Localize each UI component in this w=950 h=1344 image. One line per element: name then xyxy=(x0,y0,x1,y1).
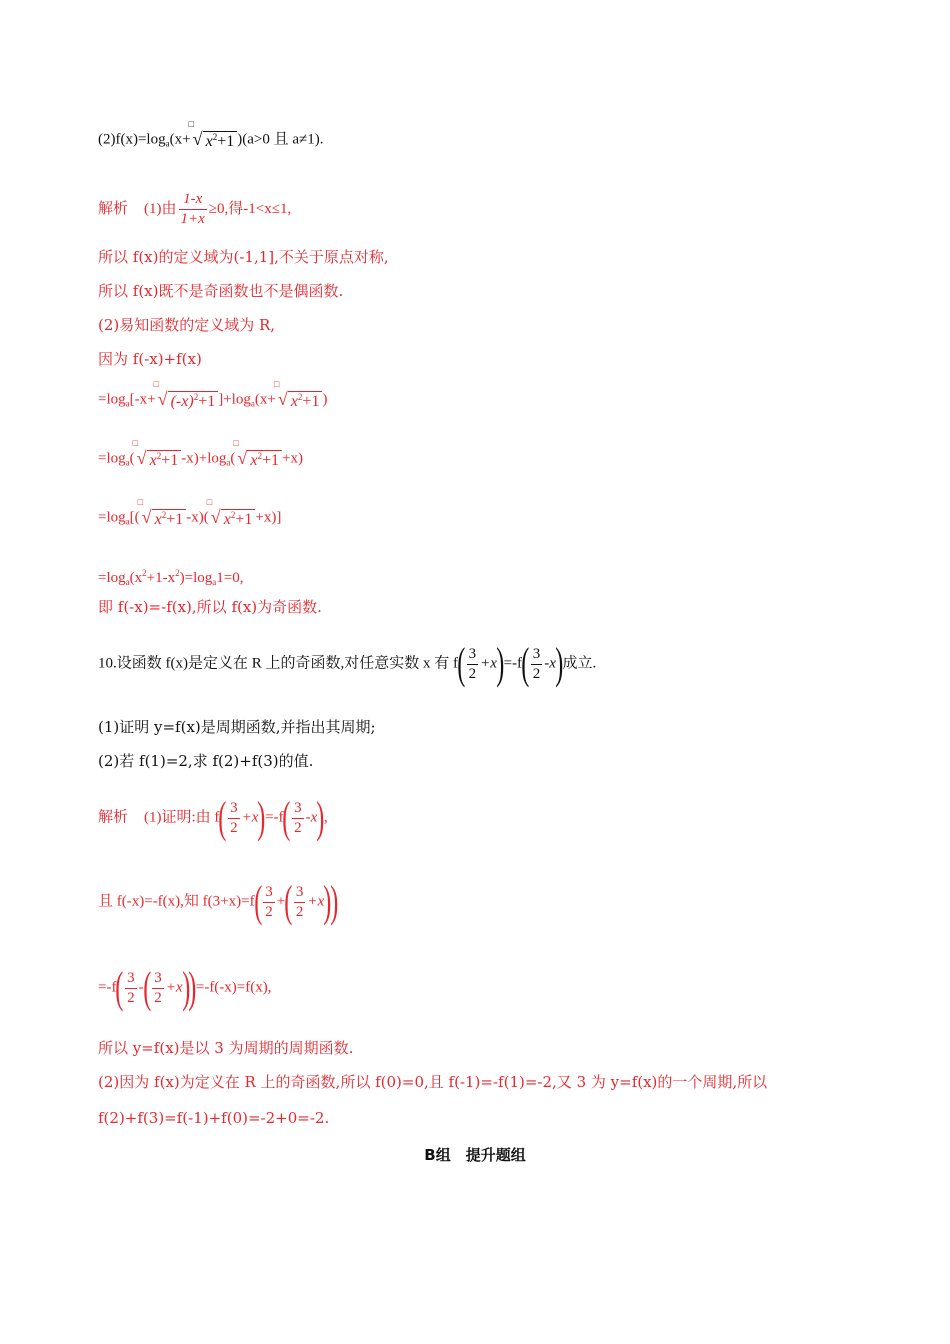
solution-9-line-3: 所以 f(x)既不是奇函数也不是偶函数. xyxy=(98,282,344,300)
fraction xyxy=(152,969,164,1008)
formula-text: =log xyxy=(98,391,126,408)
log-base: a xyxy=(125,577,130,587)
question-9-part-2 xyxy=(98,119,324,153)
fraction xyxy=(125,969,137,1008)
right-paren: ) xyxy=(316,793,325,842)
formula-text: [( xyxy=(129,509,140,526)
solution-10-line-3: =-f( $\frac{3}{2}$ -( $\frac{3}{2}$ +x))=-f(-x)=f(x), xyxy=(98,963,272,1012)
formula-text: +x xyxy=(480,655,497,672)
formula-text: +x xyxy=(165,979,183,996)
formula-text: )=log xyxy=(179,570,213,586)
formula-text: =-f(-x)=f(x), xyxy=(195,979,272,996)
fraction xyxy=(179,190,207,229)
right-paren: ) xyxy=(188,963,197,1012)
formula-text: -x xyxy=(544,655,556,672)
solution-text: (1)由 xyxy=(144,200,177,217)
solution-10-line-6: f(2)+f(3)=f(-1)+f(0)=-2+0=-2. xyxy=(98,1109,330,1127)
right-paren: ) xyxy=(555,639,564,688)
denominator: 2 xyxy=(468,665,477,682)
formula-text: )(a>0 且 a≠1). xyxy=(237,131,324,148)
formula-text: =log xyxy=(98,570,126,586)
denominator: 2 xyxy=(230,819,238,836)
left-paren: ( xyxy=(115,963,124,1012)
exponent: 2 xyxy=(161,510,167,520)
var-x: x xyxy=(223,511,231,528)
solution-10-line-2: 且 f(-x)=-f(x),知 f(3+x)=f( $\frac{3}{2}$ +( $\frac{3}{2}$ +x)) xyxy=(98,877,339,926)
left-paren: ( xyxy=(253,877,262,926)
exponent: 2 xyxy=(212,132,218,142)
formula-text: +x xyxy=(241,809,259,826)
solution-text: 且 f(-x)=-f(x),知 f(3+x)=f xyxy=(98,893,255,910)
log-base: a xyxy=(226,457,231,468)
fraction xyxy=(531,645,543,684)
denominator: 1+x xyxy=(180,211,205,227)
solution-9-line-7 xyxy=(98,438,304,472)
formula-text: -x xyxy=(305,809,318,826)
question-10-stem xyxy=(98,639,597,688)
log-base: a xyxy=(125,516,130,527)
solution-9-line-8 xyxy=(98,497,282,531)
question-text: 成立. xyxy=(562,655,597,672)
sqrt-expression: □ √ $(-x)^2+1$ xyxy=(158,388,219,412)
numerator: 3 xyxy=(265,883,273,900)
formula-text: ( xyxy=(129,450,135,467)
log-base: a xyxy=(250,398,255,409)
numerator: 3 xyxy=(230,799,238,816)
solution-9-line-5: 因为 f(-x)+f(x) xyxy=(98,350,202,368)
formula-text: (x xyxy=(129,570,143,586)
solution-label: 解析 xyxy=(98,200,129,217)
right-paren: ) xyxy=(330,877,339,926)
formula-text: 1=0, xyxy=(216,570,244,586)
denominator: 2 xyxy=(295,903,304,920)
fraction xyxy=(467,645,479,684)
var-x: x xyxy=(154,511,162,528)
formula-text: ( xyxy=(230,450,236,467)
fraction xyxy=(228,799,240,838)
exponent: 2 xyxy=(297,392,303,402)
right-paren: ) xyxy=(257,793,266,842)
var-x: x xyxy=(149,452,157,469)
numerator: 3 xyxy=(532,645,541,662)
exponent: 2 xyxy=(257,451,263,461)
formula-text: +1 xyxy=(262,452,280,469)
sqrt-expression: □ √ $x^2+1$ xyxy=(237,447,282,471)
formula-text: +1 xyxy=(235,511,253,528)
sqrt-expression: □ √ $x^2+1$ xyxy=(137,447,182,471)
numerator: 3 xyxy=(295,883,304,900)
formula-text: +x) xyxy=(282,450,304,467)
formula-text: -x)+log xyxy=(181,450,227,467)
solution-9-line-1 xyxy=(98,190,291,229)
left-paren: ( xyxy=(282,793,291,842)
formula-text: [-x+ xyxy=(129,391,156,408)
log-base: a xyxy=(212,577,217,587)
formula-text: +1 xyxy=(166,511,184,528)
formula-text: +x)] xyxy=(255,509,282,526)
left-paren: ( xyxy=(284,877,293,926)
log-base: a xyxy=(125,398,130,409)
fraction xyxy=(263,883,275,922)
solution-9-line-10: 即 f(-x)=-f(x),所以 f(x)为奇函数. xyxy=(98,598,322,616)
log-base: a xyxy=(165,138,170,149)
exponent: 2 xyxy=(230,510,236,520)
question-10-part-2: (2)若 f(1)=2,求 f(2)+f(3)的值. xyxy=(98,752,314,770)
solution-text: ≥0,得-1<x≤1, xyxy=(208,200,292,217)
solution-10-line-1 xyxy=(98,793,328,842)
left-paren: ( xyxy=(521,639,530,688)
formula-text: (x+ xyxy=(254,391,276,408)
numerator: 1-x xyxy=(183,191,203,207)
formula-text: +x xyxy=(307,893,325,910)
fraction xyxy=(292,799,304,838)
formula-text: (2)f(x)=log xyxy=(98,131,166,148)
right-paren: ) xyxy=(181,963,190,1012)
formula-text: ]+log xyxy=(218,391,251,408)
var-x: x xyxy=(290,393,298,410)
solution-text: (1)证明:由 f xyxy=(144,809,220,826)
denominator: 2 xyxy=(265,903,273,920)
solution-9-line-2: 所以 f(x)的定义域为(-1,1],不关于原点对称, xyxy=(98,248,389,266)
question-text: 10.设函数 f(x)是定义在 R 上的奇函数,对任意实数 x 有 f xyxy=(98,655,458,672)
solution-9-line-4: (2)易知函数的定义域为 R, xyxy=(98,316,276,334)
formula-text: +1 xyxy=(161,452,179,469)
right-paren: ) xyxy=(323,877,332,926)
formula-text: (x+ xyxy=(169,131,191,148)
solution-9-line-9 xyxy=(98,563,243,592)
section-heading: B组 提升题组 xyxy=(424,1146,526,1164)
denominator: 2 xyxy=(154,989,162,1006)
log-base: a xyxy=(125,457,130,468)
sqrt-expression: □ √ $x^2+1$ xyxy=(211,506,256,530)
numerator: 3 xyxy=(127,969,135,986)
var-x: x xyxy=(250,452,258,469)
denominator: 2 xyxy=(294,819,302,836)
sqrt-expression: □ √ $x^2+1$ xyxy=(193,128,238,152)
solution-label: 解析 xyxy=(98,809,129,826)
exponent: 2 xyxy=(193,392,199,402)
radicand: (-x) xyxy=(170,393,194,410)
formula-text: =log xyxy=(98,509,126,526)
formula-text: -x)( xyxy=(186,509,209,526)
formula-text: +1 xyxy=(302,393,320,410)
formula-text: =-f xyxy=(503,655,523,672)
sqrt-expression: □ √ $x^2+1$ xyxy=(278,388,323,412)
denominator: 2 xyxy=(127,989,135,1006)
denominator: 2 xyxy=(532,665,541,682)
left-paren: ( xyxy=(142,963,151,1012)
exponent: 2 xyxy=(175,568,180,578)
solution-10-line-4: 所以 y=f(x)是以 3 为周期的周期函数. xyxy=(98,1039,354,1057)
left-paren: ( xyxy=(218,793,227,842)
formula-text: ) xyxy=(322,391,328,408)
question-10-part-1: (1)证明 y=f(x)是周期函数,并指出其周期; xyxy=(98,718,376,736)
fraction xyxy=(294,883,306,922)
formula-text: +1 xyxy=(217,133,235,150)
formula-text: +1-x xyxy=(146,570,176,586)
formula-text: =log xyxy=(98,450,126,467)
numerator: 3 xyxy=(294,799,302,816)
exponent: 2 xyxy=(156,451,162,461)
left-paren: ( xyxy=(457,639,466,688)
numerator: 3 xyxy=(468,645,477,662)
solution-9-line-6 xyxy=(98,379,328,413)
sqrt-expression: □ √ $x^2+1$ xyxy=(142,506,187,530)
solution-10-line-5: (2)因为 f(x)为定义在 R 上的奇函数,所以 f(0)=0,且 f(-1)=-f(1)=-2,又 3 为 y=f(x)的一个周期,所以 xyxy=(98,1073,768,1091)
formula-text: =-f xyxy=(98,979,117,996)
numerator: 3 xyxy=(154,969,162,986)
formula-text: , xyxy=(323,809,328,826)
exponent: 2 xyxy=(142,568,147,578)
formula-text: +1 xyxy=(198,393,216,410)
right-paren: ) xyxy=(496,639,505,688)
var-x: x xyxy=(205,133,213,150)
formula-text: =-f xyxy=(265,809,284,826)
